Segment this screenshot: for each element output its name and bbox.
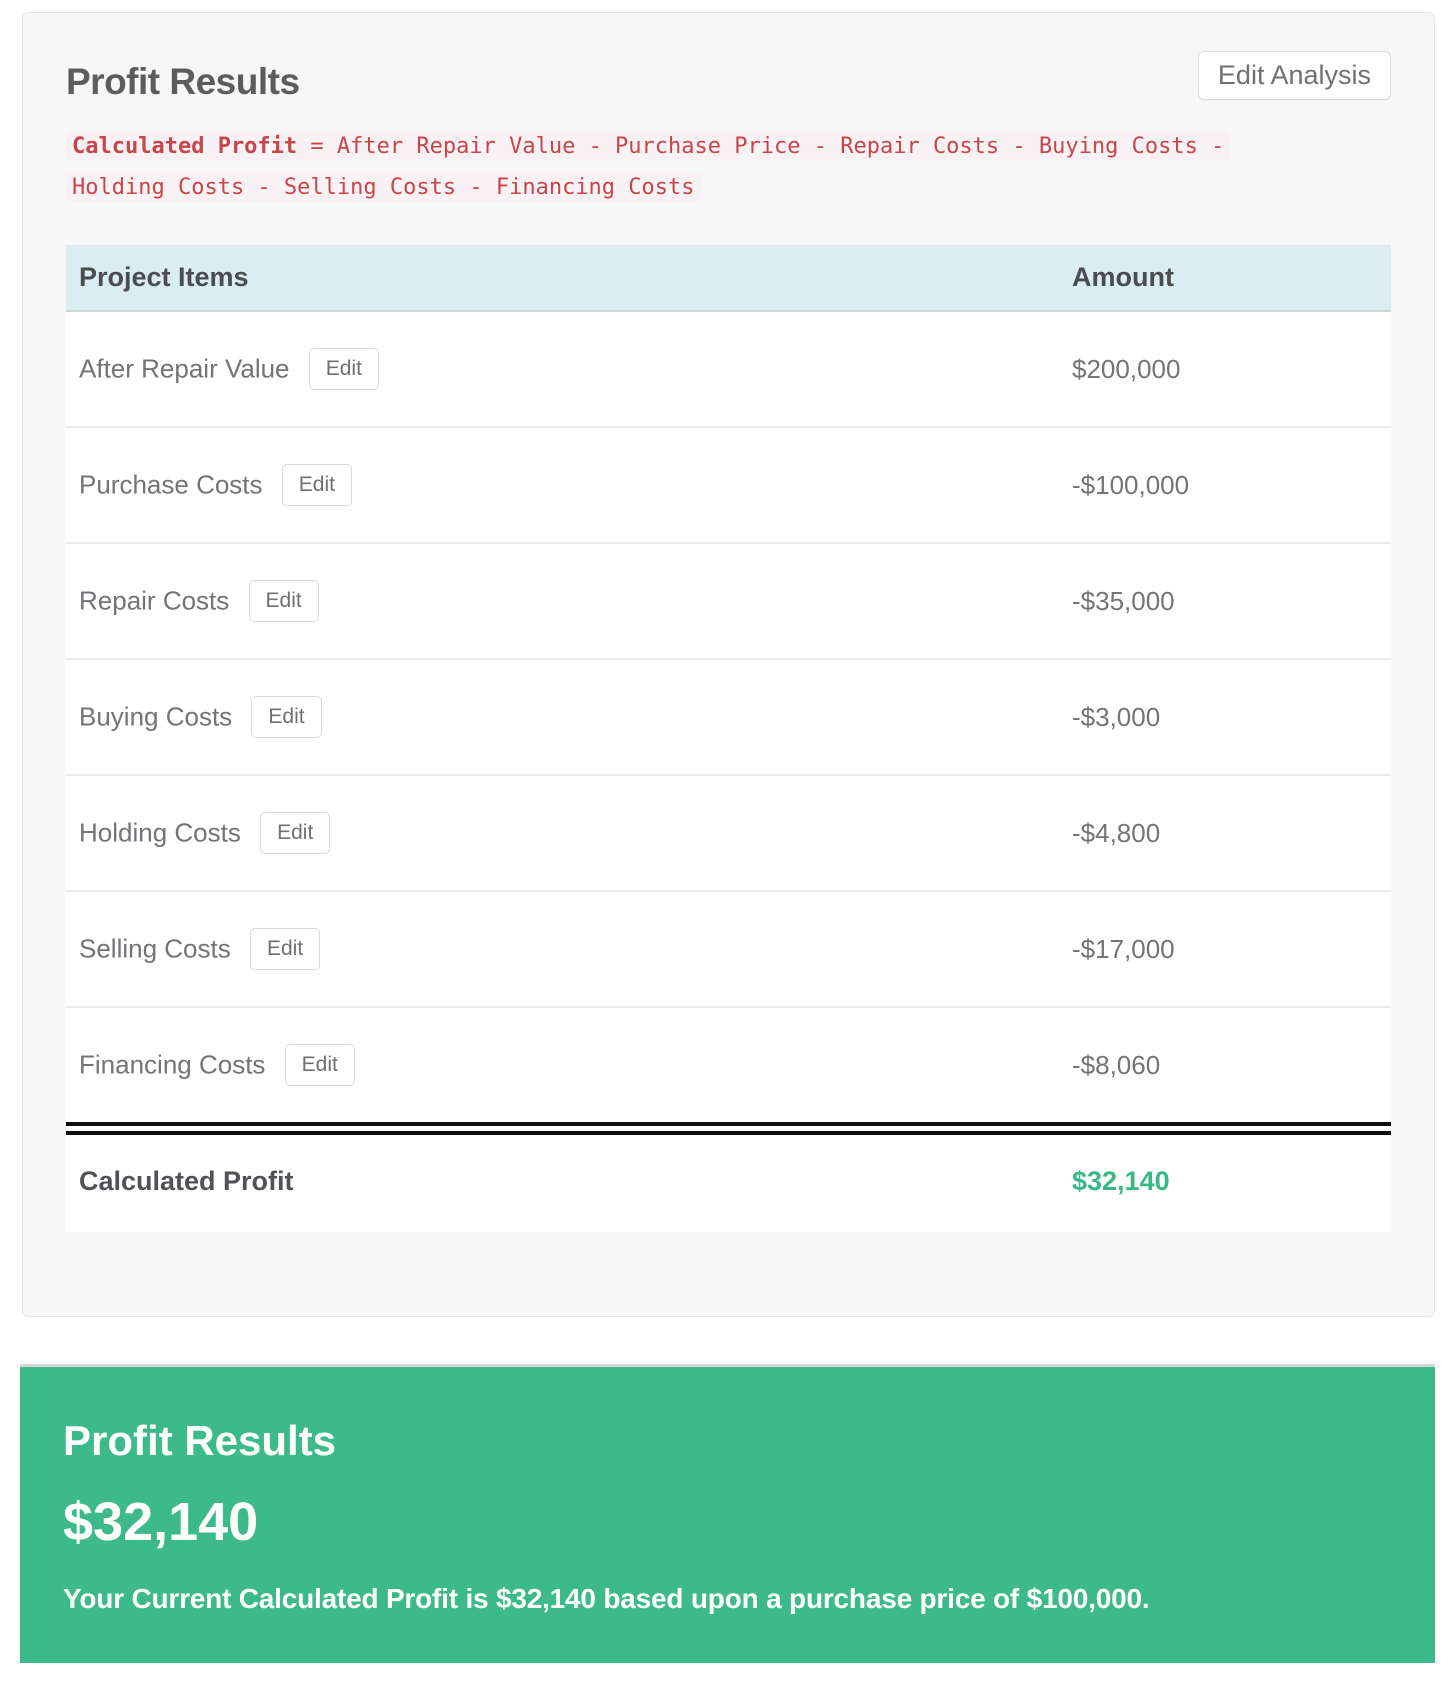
column-header-project-items: Project Items (66, 245, 1068, 311)
sentence-profit-value: $32,140 (495, 1583, 596, 1614)
edit-button-holding-costs[interactable]: Edit (260, 812, 330, 854)
table-row-calculated-profit (66, 1133, 1391, 1232)
formula-rhs: = After Repair Value - Purchase Price - Repair Costs - Buying Costs - Holding Costs - Selling Costs - Financing Costs (72, 134, 1225, 200)
total-amount: $32,140 (1068, 1133, 1391, 1232)
row-label: Financing Costs (79, 1049, 266, 1080)
row-label: Repair Costs (79, 585, 230, 616)
edit-button-financing-costs[interactable]: Edit (285, 1044, 355, 1086)
banner-profit-amount: $32,140 (63, 1492, 259, 1552)
profit-results-panel (22, 12, 1435, 1317)
row-label: Purchase Costs (79, 469, 263, 500)
double-rule (66, 1124, 1391, 1133)
row-label: Buying Costs (79, 701, 233, 732)
edit-button-selling-costs[interactable]: Edit (250, 928, 320, 970)
table-row-financing-costs (66, 1007, 1391, 1124)
row-amount: -$8,060 (1068, 1007, 1391, 1124)
banner-title: Profit Results (63, 1417, 337, 1464)
edit-button-purchase-costs[interactable]: Edit (282, 464, 352, 506)
profit-formula-code (66, 132, 1230, 202)
table-row-after-repair-value (66, 311, 1391, 427)
banner-summary-sentence (63, 1583, 1392, 1615)
item-cell (66, 775, 1068, 891)
formula-lhs: Calculated Profit (72, 134, 298, 159)
page (0, 12, 1448, 1683)
edit-button-after-repair-value[interactable]: Edit (309, 348, 379, 390)
page-title: Profit Results (66, 61, 300, 102)
edit-button-buying-costs[interactable]: Edit (251, 696, 321, 738)
column-header-amount: Amount (1068, 245, 1391, 311)
panel-header (66, 51, 1391, 103)
profit-formula (66, 127, 1296, 209)
table-row-repair-costs (66, 543, 1391, 659)
table-row-buying-costs (66, 659, 1391, 775)
item-cell (66, 659, 1068, 775)
row-label: Selling Costs (79, 933, 231, 964)
total-divider (66, 1124, 1391, 1133)
row-amount: -$100,000 (1068, 427, 1391, 543)
row-label: After Repair Value (79, 353, 290, 384)
item-cell (66, 891, 1068, 1007)
profit-summary-banner (20, 1364, 1435, 1663)
table-row-purchase-costs (66, 427, 1391, 543)
item-cell (66, 311, 1068, 427)
project-items-table (66, 245, 1391, 1232)
row-amount: -$3,000 (1068, 659, 1391, 775)
row-amount: -$17,000 (1068, 891, 1391, 1007)
item-cell (66, 1007, 1068, 1124)
row-label: Holding Costs (79, 817, 241, 848)
sentence-price-value: $100,000 (1026, 1583, 1142, 1614)
edit-analysis-button[interactable]: Edit Analysis (1198, 51, 1391, 100)
total-label: Calculated Profit (66, 1133, 1068, 1232)
table-row-selling-costs (66, 891, 1391, 1007)
edit-button-repair-costs[interactable]: Edit (249, 580, 319, 622)
table-row-holding-costs (66, 775, 1391, 891)
item-cell (66, 543, 1068, 659)
sentence-suffix: . (1141, 1583, 1150, 1614)
item-cell (66, 427, 1068, 543)
table-header-row (66, 245, 1391, 311)
row-amount: -$35,000 (1068, 543, 1391, 659)
sentence-middle: based upon a purchase price of (595, 1583, 1027, 1614)
row-amount: $200,000 (1068, 311, 1391, 427)
row-amount: -$4,800 (1068, 775, 1391, 891)
sentence-prefix: Your Current Calculated Profit is (63, 1583, 496, 1614)
